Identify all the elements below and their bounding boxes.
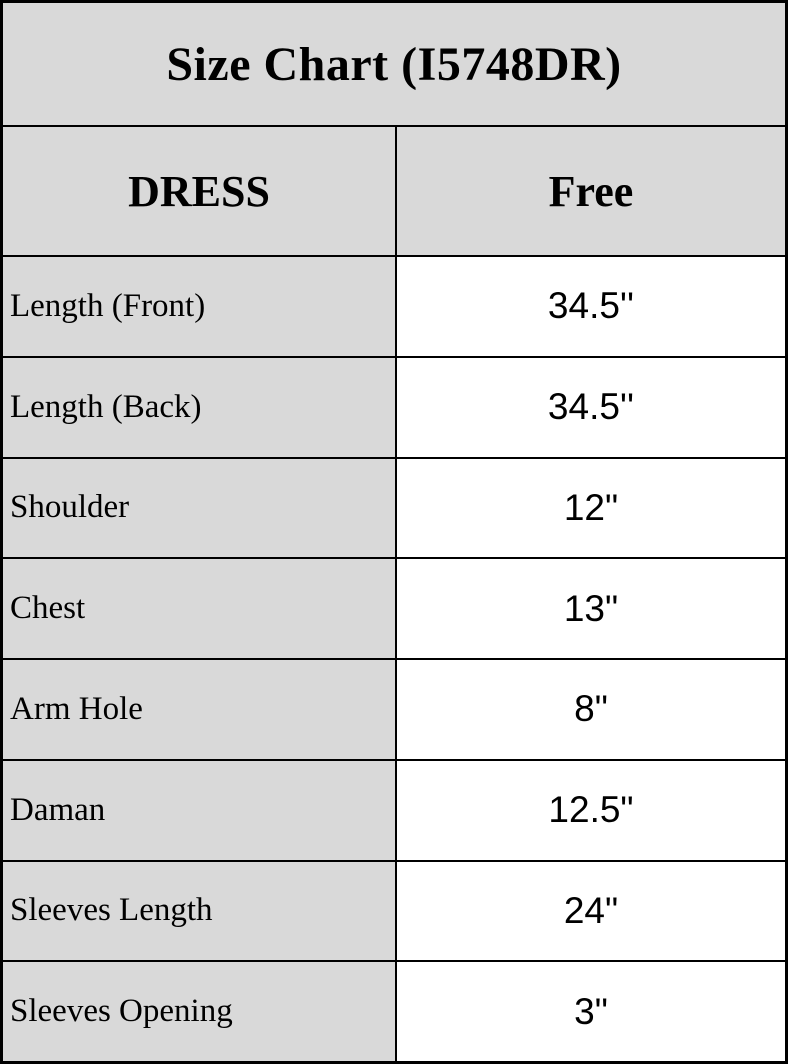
measurement-value: 13"	[397, 559, 785, 658]
table-row-chest	[3, 559, 785, 660]
measurement-value: 12.5"	[397, 761, 785, 860]
measurement-value: 24"	[397, 862, 785, 961]
measurement-value: 34.5''	[397, 358, 785, 457]
measurement-value: 34.5''	[397, 257, 785, 356]
measurement-label: Chest	[3, 559, 397, 658]
table-header-row	[3, 127, 785, 257]
measurement-label: Length (Front)	[3, 257, 397, 356]
measurement-value: 12"	[397, 459, 785, 558]
table-row-length-front	[3, 257, 785, 358]
measurement-label: Arm Hole	[3, 660, 397, 759]
measurement-label: Sleeves Length	[3, 862, 397, 961]
table-row-daman	[3, 761, 785, 862]
measurement-value: 3"	[397, 962, 785, 1061]
measurement-value: 8"	[397, 660, 785, 759]
table-row-length-back	[3, 358, 785, 459]
column-header-free: Free	[397, 127, 785, 255]
measurement-label: Daman	[3, 761, 397, 860]
table-row-arm-hole	[3, 660, 785, 761]
measurement-label: Shoulder	[3, 459, 397, 558]
measurement-label: Sleeves Opening	[3, 962, 397, 1061]
table-row-sleeves-opening	[3, 962, 785, 1061]
table-title: Size Chart (I5748DR)	[3, 3, 785, 127]
table-row-shoulder	[3, 459, 785, 560]
table-row-sleeves-length	[3, 862, 785, 963]
measurement-label: Length (Back)	[3, 358, 397, 457]
column-header-dress: DRESS	[3, 127, 397, 255]
